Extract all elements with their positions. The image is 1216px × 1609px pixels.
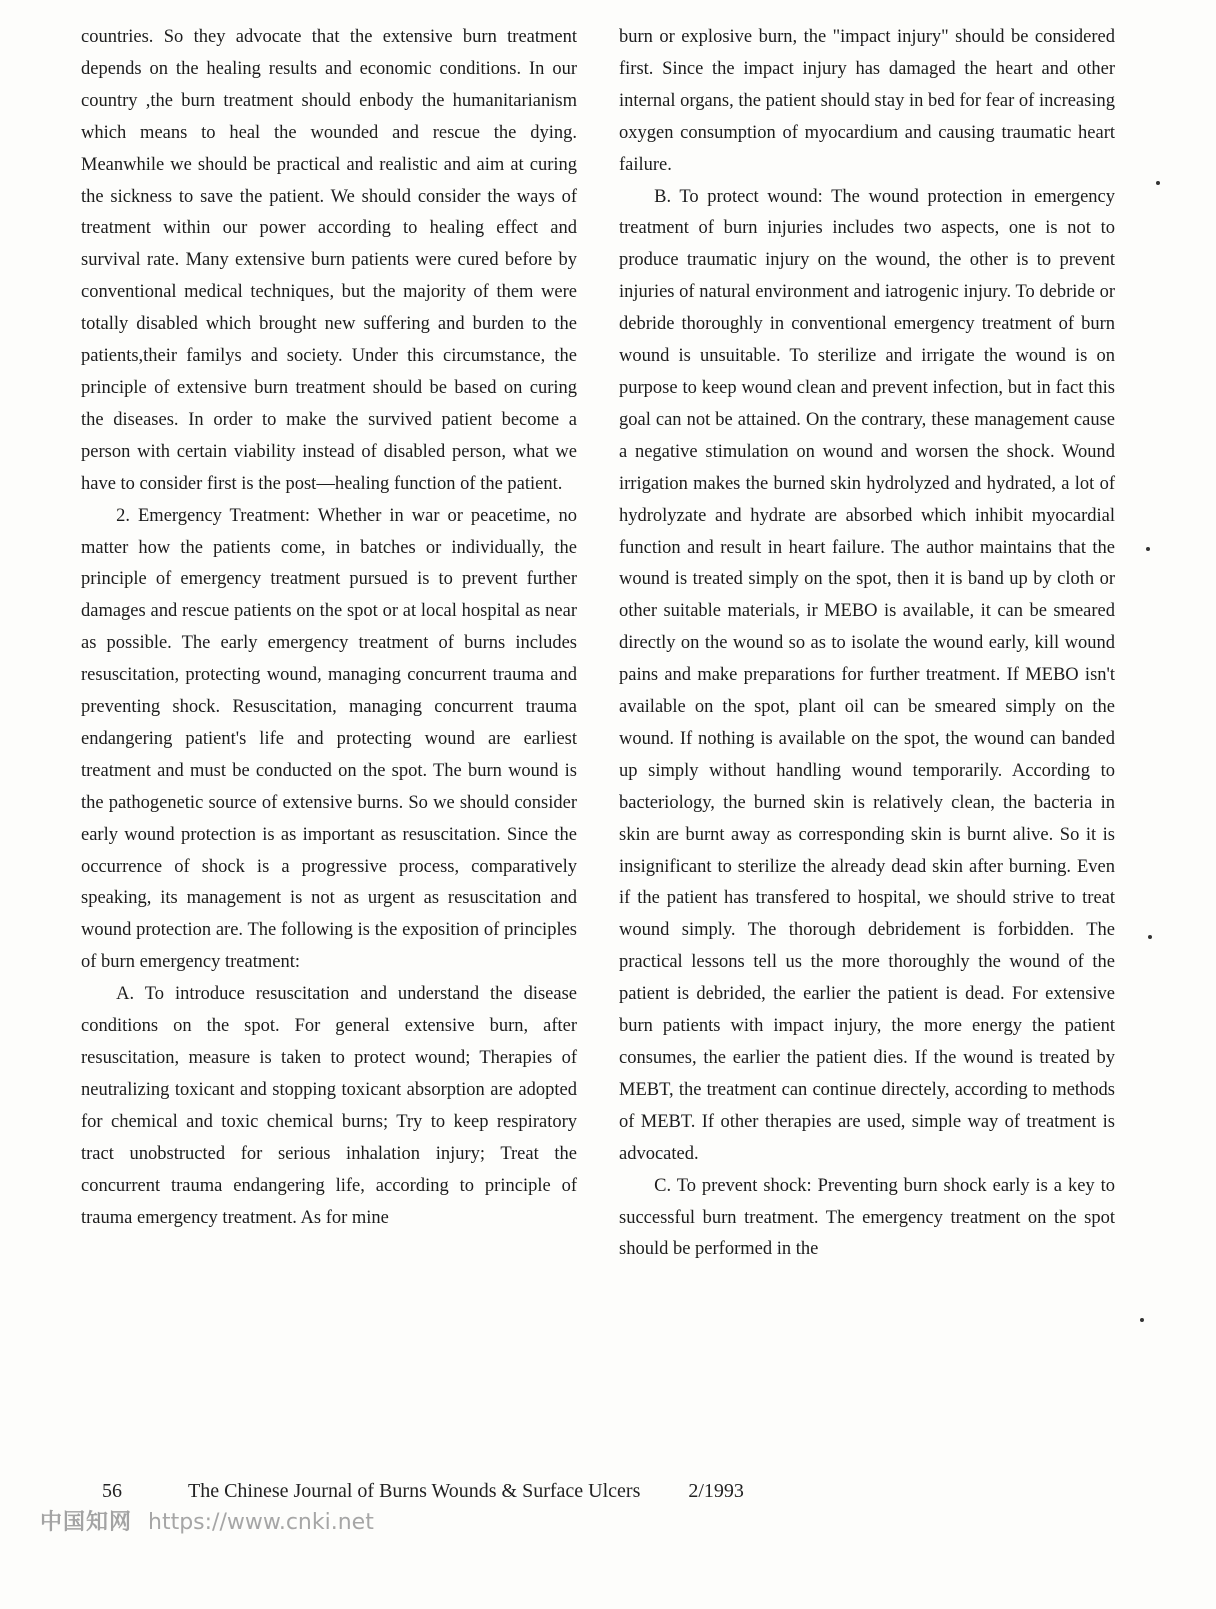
- paragraph: C. To prevent shock: Preventing burn shock early is a key to successful burn treatment. The emergency treatment on the spot should be performed in the: [619, 1175, 1115, 1260]
- left-column: [81, 22, 577, 1234]
- right-column: [619, 22, 1115, 1266]
- paragraph: countries. So they advocate that the extensive burn treatment depends on the healing results and economic conditions. In our country ,the burn treatment should enbody the humanitarianism which means to heal the wounded and rescue the dying. Meanwhile we should be practical and realistic and aim at curing the sickness to save the patient. We should consider the ways of treatment within our power according to healing effect and survival rate. Many extensive burn patients were cured before by conventional medical techniques, but the majority of them were totally disabled which brought new suffering and burden to the patients,their familys and society. Under this circumstance, the principle of extensive burn treatment should be based on curing the diseases. In order to make the survived patient become a person with certain viability instead of disabled person, what we have to consider first is the post—healing function of the patient.: [81, 27, 577, 494]
- scan-speck: [1156, 181, 1160, 185]
- page-footer: [102, 1480, 744, 1503]
- journal-title: The Chinese Journal of Burns Wounds & Surface Ulcers: [188, 1480, 641, 1502]
- cnki-watermark: [40, 1505, 374, 1536]
- watermark-name: 中国知网: [40, 1510, 133, 1535]
- scan-speck: [1148, 935, 1152, 939]
- paragraph: B. To protect wound: The wound protection in emergency treatment of burn injuries includes two aspects, one is not to produce traumatic injury on the wound, the other is to prevent injuries of natural environment and iatrogenic injury. To debride or debride thoroughly in conventional emergency treatment of burn wound is unsuitable. To sterilize and irrigate the wound is on purpose to keep wound clean and prevent infection, but in fact this goal can not be attained. On the contrary, these management cause a negative stimulation on wound and worsen the shock. Wound irrigation makes the burned skin hydrolyzed and hydrated, a lot of hydrolyzate and hydrate are absorbed which inhibit myocardial function and result in heart failure. The author maintains that the wound is treated simply on the spot, then it is band up by cloth or other suitable materials, ir MEBO is available, it can be smeared directly on the wound so as to isolate the wound early, kill wound pains and make preparations for further treatment. If MEBO isn't available on the spot, plant oil can be smeared simply on the wound. If nothing is available on the spot, the wound can banded up simply without handling wound temporarily. According to bacteriology, the burned skin is relatively clean, the bacteria in skin are burnt away as corresponding skin is burnt alive. So it is insignificant to sterilize the already dead skin after burning. Even if the patient has transfered to hospital, we should strive to treat wound simply. The thorough debridement is forbidden. The practical lessons tell us the more thoroughly the wound of the patient is debrided, the earlier the patient is dead. For extensive burn patients with impact injury, the more energy the patient consumes, the earlier the patient dies. If the wound is treated by MEBT, the treatment can continue directely, according to methods of MEBT. If other therapies are used, simple way of treatment is advocated.: [619, 186, 1115, 1164]
- page-number: 56: [102, 1480, 122, 1502]
- watermark-url: https://www.cnki.net: [148, 1510, 374, 1535]
- scan-speck: [1140, 1318, 1144, 1322]
- issue-date: 2/1993: [688, 1480, 744, 1502]
- scan-speck: [1146, 547, 1150, 551]
- paragraph: burn or explosive burn, the "impact injury" should be considered first. Since the impact injury has damaged the heart and other internal organs, the patient should stay in bed for fear of increasing oxygen consumption of myocardium and causing traumatic heart failure.: [619, 27, 1115, 175]
- paragraph: A. To introduce resuscitation and understand the disease conditions on the spot. For general extensive burn, after resuscitation, measure is taken to protect wound; Therapies of neutralizing toxicant and stopping toxicant absorption are adopted for chemical and toxic chemical burns; Try to keep respiratory tract unobstructed for serious inhalation injury; Treat the concurrent trauma endangering life, according to principle of trauma emergency treatment. As for mine: [81, 984, 577, 1228]
- paragraph: 2. Emergency Treatment: Whether in war or peacetime, no matter how the patients come, in batches or individually, the principle of emergency treatment pursued is to prevent further damages and rescue patients on the spot or at local hospital as near as possible. The early emergency treatment of burns includes resuscitation, protecting wound, managing concurrent trauma and preventing shock. Resuscitation, managing concurrent trauma endangering patient's life and protecting wound are earliest treatment and must be conducted on the spot. The burn wound is the pathogenetic source of extensive burns. So we should consider early wound protection is as important as resuscitation. Since the occurrence of shock is a progressive process, comparatively speaking, its management is not as urgent as resuscitation and wound protection are. The following is the exposition of principles of burn emergency treatment:: [81, 505, 577, 973]
